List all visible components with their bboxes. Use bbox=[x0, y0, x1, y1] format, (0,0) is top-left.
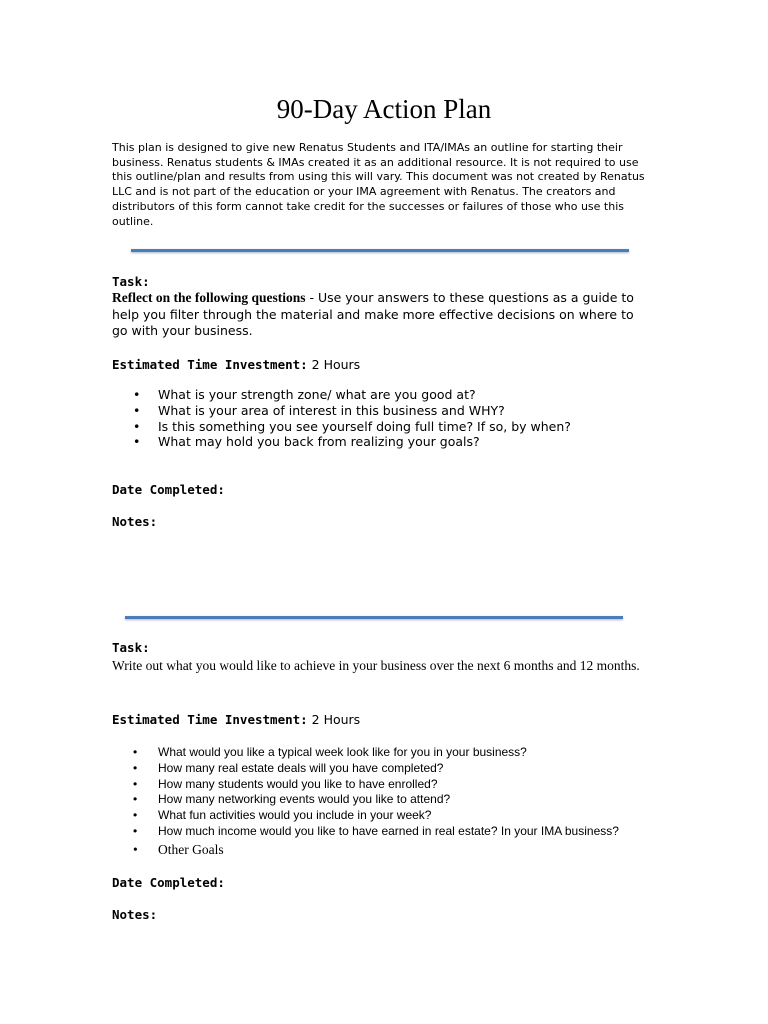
bullet-icon: • bbox=[133, 808, 138, 823]
bullet-icon: • bbox=[133, 841, 138, 857]
task-label: Task: bbox=[112, 640, 150, 655]
list-item: • How much income would you like to have earned in real estate? In your IMA business? bbox=[133, 823, 619, 838]
section-divider-2 bbox=[125, 616, 623, 619]
bullet-icon: • bbox=[133, 387, 141, 402]
time-investment-label: Estimated Time Investment: bbox=[112, 712, 308, 727]
section-1 bbox=[112, 273, 652, 340]
bullet-icon: • bbox=[133, 776, 138, 791]
date-completed-label: Date Completed: bbox=[112, 482, 225, 497]
bullet-icon: • bbox=[133, 418, 141, 434]
bullet-icon: • bbox=[133, 434, 141, 450]
list-item: • What would you like a typical week look like for you in your business? bbox=[133, 745, 527, 759]
time-investment-row bbox=[112, 711, 652, 728]
list-item: • How many networking events would you like to attend? bbox=[133, 792, 451, 807]
task-title: Reflect on the following questions bbox=[112, 290, 306, 305]
intro-paragraph: This plan is designed to give new Renatus Students and ITA/IMAs an outline for starting their business. Renatus students & IMAs created it as an additional resource. It is not required to use this outline/plan and results from using this will vary. This document was not created by Renatus LLC and is not part of the education or your IMA agreement with Renatus. The creators and distributors of this form cannot take credit for the successes or failures of those who use this outline. bbox=[112, 141, 645, 228]
list-item: • How many students would you like to have enrolled? bbox=[133, 776, 438, 791]
list-item: • How many real estate deals will you have completed? bbox=[133, 760, 444, 775]
list-item: • Is this something you see yourself doing full time? If so, by when? bbox=[133, 418, 571, 434]
list-item: • Other Goals bbox=[112, 840, 652, 860]
task-description: Write out what you would like to achieve in your business over the next 6 months and 12 months. bbox=[112, 658, 640, 673]
time-investment-row bbox=[112, 356, 652, 373]
bullet-icon: • bbox=[133, 402, 141, 418]
bullet-icon: • bbox=[133, 823, 138, 838]
task-label: Task: bbox=[112, 274, 150, 289]
time-investment-label: Estimated Time Investment: bbox=[112, 357, 308, 372]
notes-label: Notes: bbox=[112, 907, 158, 922]
document-title: 90-Day Action Plan bbox=[276, 94, 492, 124]
question-list bbox=[112, 387, 652, 450]
time-investment-value: 2 Hours bbox=[307, 357, 361, 372]
list-item: • What may hold you back from realizing your goals? bbox=[133, 434, 480, 450]
date-completed-label: Date Completed: bbox=[112, 875, 225, 890]
list-item: • What is your strength zone/ what are you good at? bbox=[133, 387, 476, 402]
task-description-text: - Use your answers to these questions as a guide to help you filter through the material and make more effective decisions on where to go with your business. bbox=[112, 290, 634, 338]
time-investment-value: 2 Hours bbox=[307, 712, 361, 727]
bullet-icon: • bbox=[133, 792, 138, 807]
bullet-icon: • bbox=[133, 760, 138, 775]
list-item: • What fun activities would you include in your week? bbox=[133, 808, 432, 823]
list-item: • What is your area of interest in this business and WHY? bbox=[133, 402, 505, 418]
section-2 bbox=[112, 639, 652, 676]
goal-list bbox=[112, 745, 652, 860]
task-description bbox=[112, 290, 652, 340]
notes-label: Notes: bbox=[112, 514, 158, 529]
section-divider-1 bbox=[131, 249, 629, 252]
bullet-icon: • bbox=[133, 745, 138, 759]
